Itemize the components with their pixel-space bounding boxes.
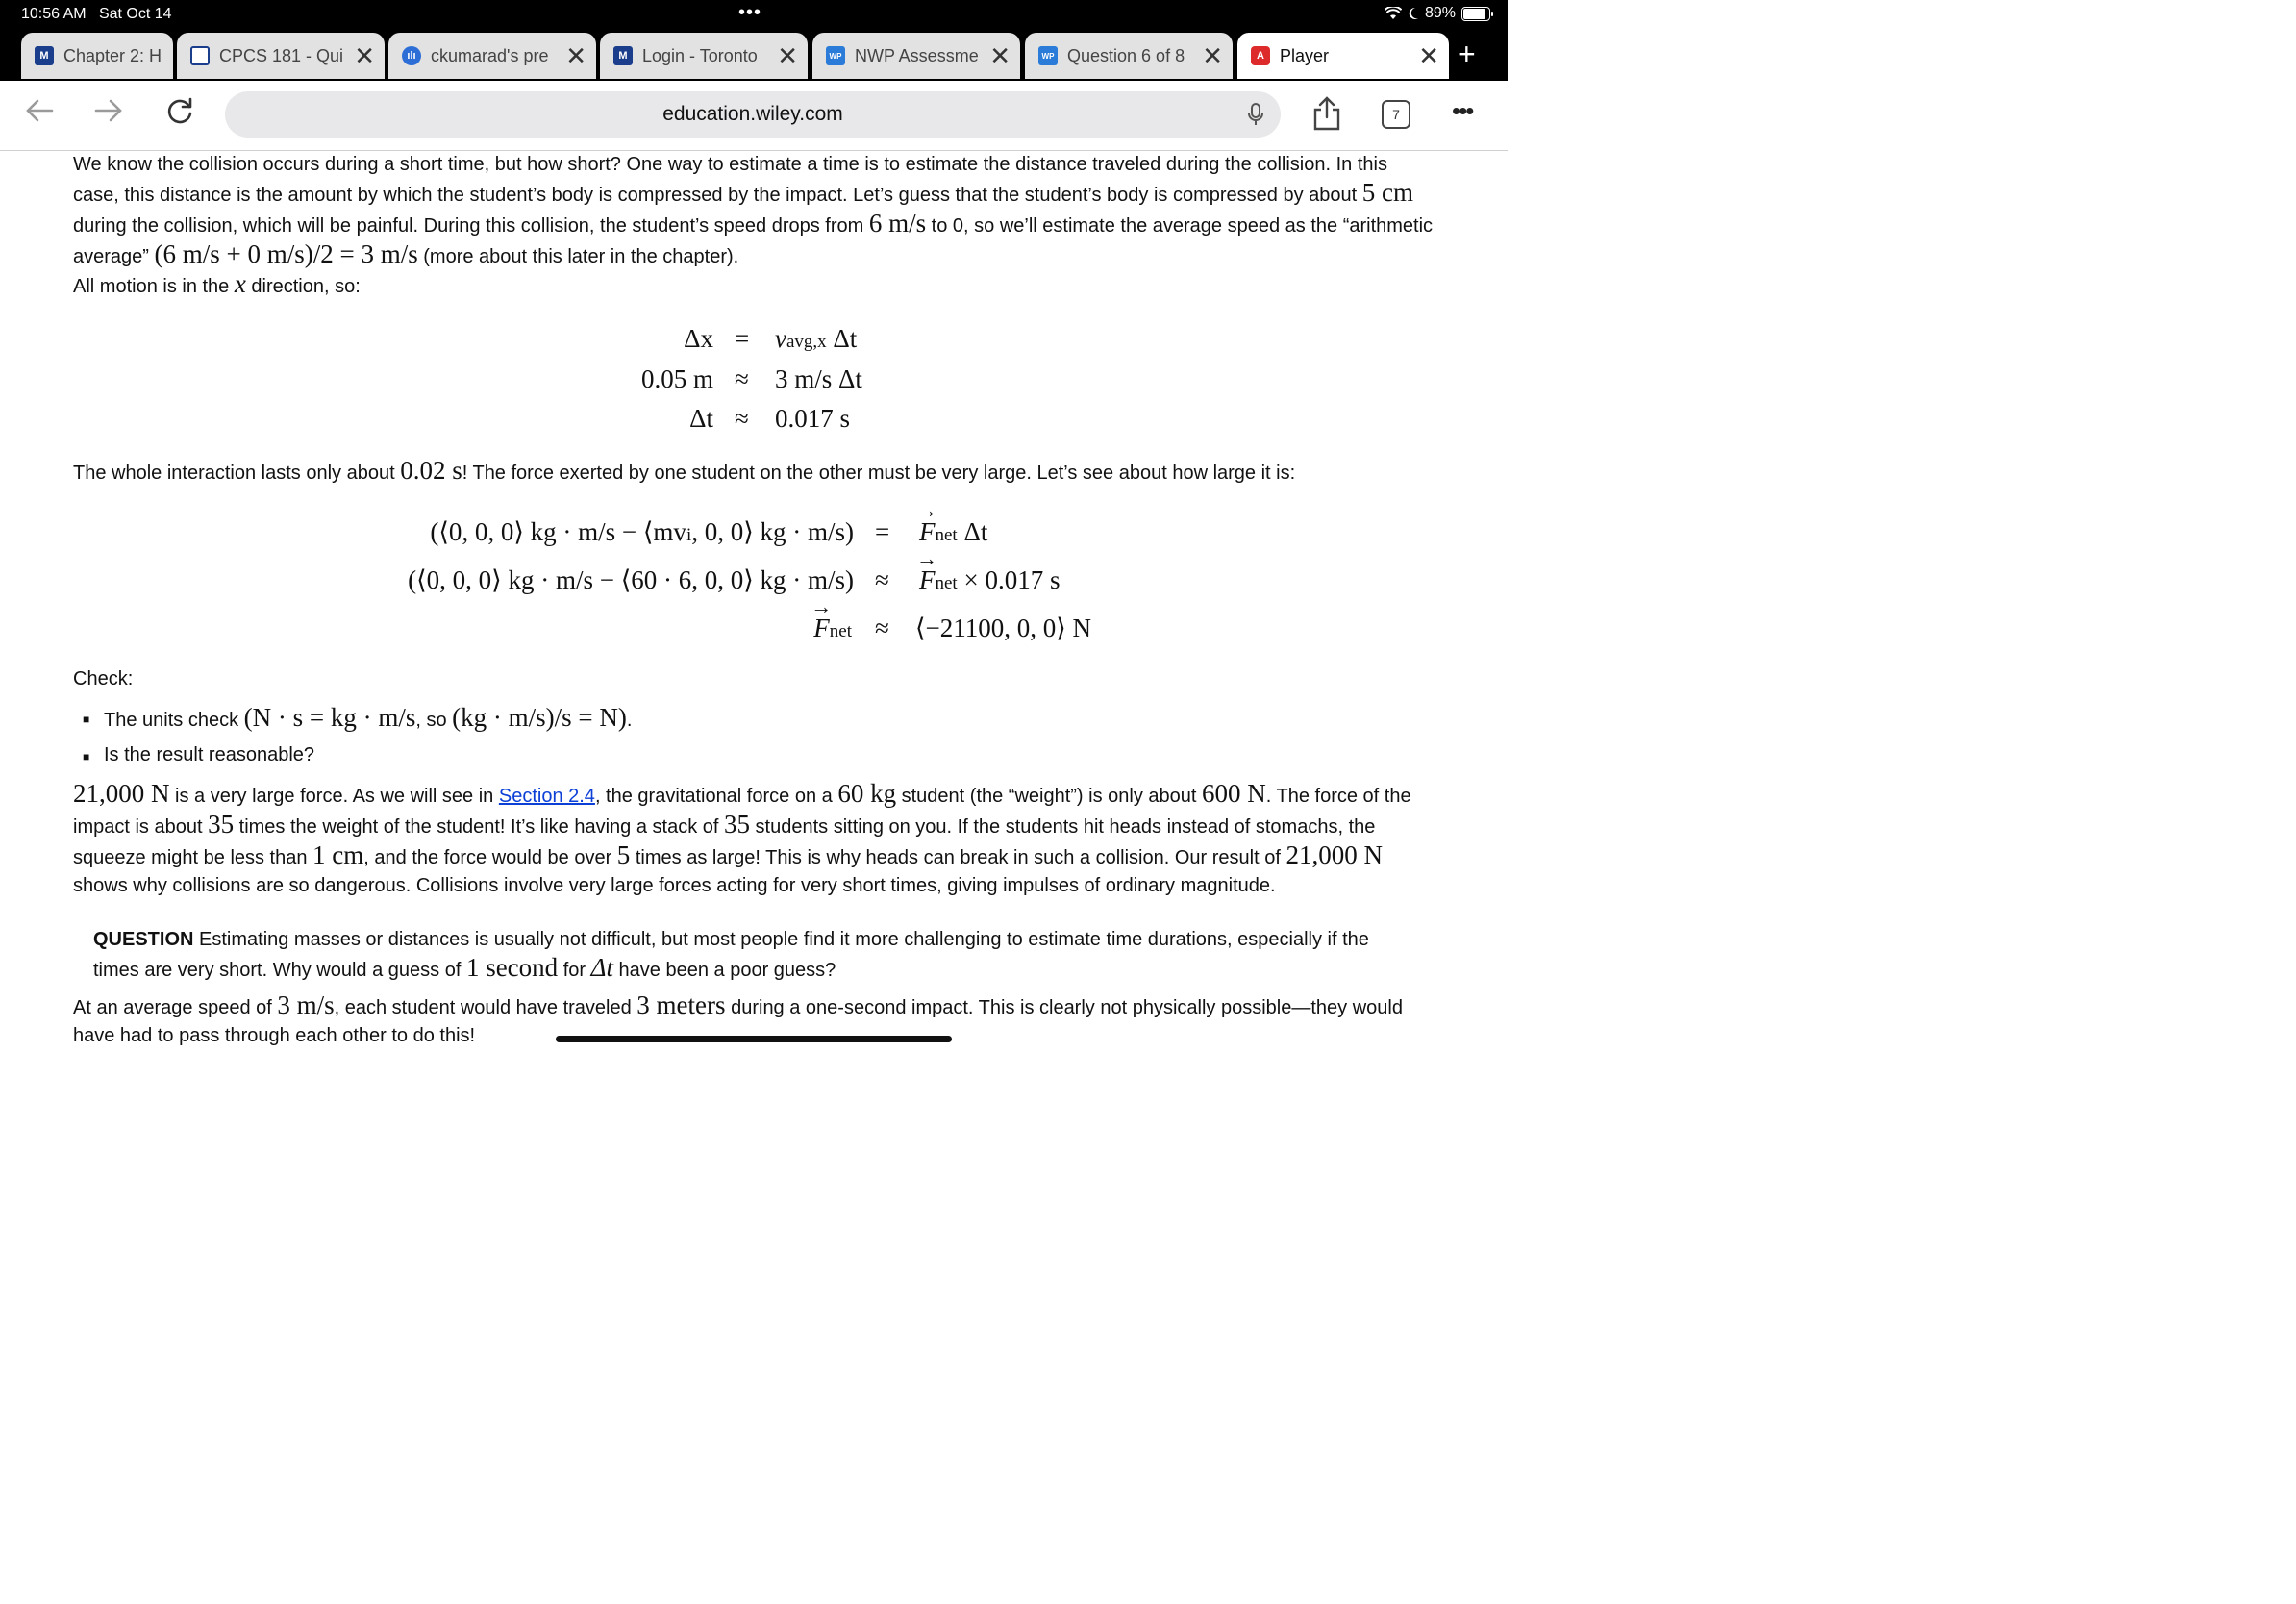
moon-icon bbox=[1408, 7, 1419, 20]
section-2-4-link[interactable]: Section 2.4 bbox=[498, 786, 595, 807]
tab-cpcs-181[interactable] bbox=[177, 33, 385, 79]
tab-title: ckumarad's pre bbox=[431, 45, 549, 65]
eq1-rhs-1: vavg,x Δt bbox=[775, 324, 858, 353]
browser-toolbar bbox=[0, 81, 1508, 151]
eq1-rhs-3: 0.017 s bbox=[775, 404, 851, 433]
tab-chapter-2[interactable] bbox=[21, 33, 173, 79]
share-button[interactable] bbox=[1311, 96, 1342, 136]
favicon-star-icon: ★ bbox=[190, 46, 210, 65]
eq1-rhs-2: 3 m/s Δt bbox=[775, 364, 862, 393]
favicon-wp-icon: WP bbox=[826, 46, 845, 65]
tab-close-icon[interactable]: ✕ bbox=[565, 40, 586, 70]
eq2-rhs-2: → Fnet × 0.017 s bbox=[919, 565, 1060, 595]
tab-ckumarad[interactable] bbox=[388, 33, 596, 79]
paragraph-intro: We know the collision occurs during a short time, but how short? One way to estimate a time is to estimate the distance traveled during the collision. In this case, this distance is the amount by which the student’s body is compressed by the impact. Let’s guess that the student’s body is compressed by about 5 cm during the collision, which will be painful. During this collision, the student’s speed drops from 6 m/s to 0, so we’ll estimate the average speed as the “arithmetic average” (6 m/s + 0 m/s)/2 = 3 m/s (more about this later in the chapter). bbox=[73, 154, 1434, 268]
eq2-rhs-1: → Fnet Δt bbox=[919, 517, 987, 547]
favicon-m-icon: M bbox=[35, 46, 54, 65]
eq2-rel-1: = bbox=[875, 517, 890, 546]
eq2-rel-2: ≈ bbox=[875, 565, 889, 594]
eq1-lhs-3: Δt bbox=[689, 404, 713, 433]
more-options-icon[interactable]: ••• bbox=[1452, 96, 1473, 125]
tab-close-icon[interactable]: ✕ bbox=[1202, 40, 1223, 70]
eq2-lhs-2: (⟨0, 0, 0⟩ kg · m/s − ⟨60 · 6, 0, 0⟩ kg · m/s) bbox=[408, 565, 854, 594]
tab-strip bbox=[0, 31, 1508, 81]
page-content bbox=[0, 151, 1508, 1053]
tab-close-icon[interactable]: ✕ bbox=[1418, 40, 1439, 70]
forward-button[interactable] bbox=[92, 94, 125, 135]
eq1-rel-3: ≈ bbox=[735, 404, 749, 433]
question-block: QUESTION Estimating masses or distances is usually not difficult, but most people find it more challenging to estimate time durations, especially if the times are very short. Why would a guess of 1 second for Δt have been a poor guess? bbox=[93, 929, 1369, 982]
paragraph-motion: All motion is in the x direction, so: bbox=[73, 269, 361, 298]
bullet-reasonable: Is the result reasonable? bbox=[104, 744, 315, 765]
new-tab-button[interactable]: + bbox=[1458, 37, 1476, 71]
tab-close-icon[interactable]: ✕ bbox=[989, 40, 1011, 70]
tab-title: Player bbox=[1280, 45, 1330, 65]
tab-title: Question 6 of 8 bbox=[1067, 45, 1185, 65]
back-button[interactable] bbox=[23, 94, 56, 135]
tab-nwp-assessment[interactable] bbox=[812, 33, 1020, 79]
reload-button[interactable] bbox=[163, 94, 196, 135]
tab-player[interactable] bbox=[1237, 33, 1449, 79]
bullet-marker: ■ bbox=[83, 750, 90, 764]
status-time: 10:56 AM Sat Oct 14 bbox=[21, 6, 172, 22]
status-right bbox=[1385, 5, 1490, 22]
arrow-left-icon bbox=[23, 94, 56, 127]
eq1-lhs-1: Δx bbox=[684, 324, 713, 353]
tab-count-button[interactable]: 7 bbox=[1382, 100, 1410, 129]
tab-title: Chapter 2: H bbox=[63, 45, 162, 65]
eq2-rel-3: ≈ bbox=[875, 614, 889, 642]
eq2-lhs-3: → Fnet bbox=[813, 614, 852, 643]
eq1-lhs-2: 0.05 m bbox=[640, 364, 713, 393]
tab-close-icon[interactable]: ✕ bbox=[354, 40, 375, 70]
tab-title: CPCS 181 - Qui bbox=[219, 45, 344, 65]
favicon-chart-icon: ılı bbox=[402, 46, 421, 65]
favicon-m-icon: M bbox=[613, 46, 633, 65]
url-text: education.wiley.com bbox=[662, 103, 843, 125]
eq1-rel-1: = bbox=[735, 324, 750, 353]
tab-question-6[interactable] bbox=[1025, 33, 1233, 79]
paragraph-answer: At an average speed of 3 m/s, each student would have traveled 3 meters during a one-second impact. This is clearly not physically possible—they would have had to pass through each other to do this! bbox=[73, 990, 1403, 1046]
check-label: Check: bbox=[73, 668, 134, 689]
eq2-lhs-1: (⟨0, 0, 0⟩ kg · m/s − ⟨mvi, 0, 0⟩ kg · m/s) bbox=[430, 517, 854, 546]
wifi-icon bbox=[1385, 7, 1402, 20]
paragraph-interaction: The whole interaction lasts only about 0.02 s! The force exerted by one student on the other must be very large. Let’s see about how large it is: bbox=[73, 456, 1296, 485]
tab-close-icon[interactable]: ✕ bbox=[777, 40, 798, 70]
multitasking-dots-icon[interactable]: ••• bbox=[738, 2, 762, 23]
bullet-marker: ■ bbox=[83, 713, 90, 726]
tab-title: Login - Toronto bbox=[642, 45, 758, 65]
home-indicator[interactable] bbox=[556, 1036, 952, 1042]
battery-percent: 89% bbox=[1424, 5, 1456, 21]
battery-icon bbox=[1461, 7, 1490, 21]
tab-title: NWP Assessme bbox=[855, 45, 979, 65]
tab-login-toronto[interactable] bbox=[600, 33, 808, 79]
eq2-rhs-3: ⟨−21100, 0, 0⟩ N bbox=[915, 614, 1092, 642]
share-icon bbox=[1311, 96, 1342, 131]
question-label: QUESTION bbox=[93, 929, 194, 950]
favicon-wp-icon: WP bbox=[1038, 46, 1058, 65]
paragraph-conclusion: 21,000 N is a very large force. As we will see in Section 2.4, the gravitational force on a 60 kg student (the “weight”) is only about 600 N. The force of the impact is about 35 times the weight of the student! It’s like having a stack of 35 students sitting on you. If the students hit heads instead of stomachs, the squeeze might be less than 1 cm, and the force would be over 5 times as large! This is why heads can break in such a collision. Our result of 21,000 N shows why collisions are so dangerous. Collisions involve very large forces acting for very short times, giving impulses of ordinary magnitude. bbox=[73, 779, 1411, 896]
microphone-icon[interactable] bbox=[1246, 102, 1265, 127]
bullet-units-check: The units check (N · s = kg · m/s, so (kg · m/s)/s = N). bbox=[104, 703, 633, 732]
favicon-angular-icon: A bbox=[1251, 46, 1270, 65]
arrow-right-icon bbox=[92, 94, 125, 127]
reload-icon bbox=[163, 94, 196, 127]
status-bar bbox=[0, 0, 1508, 31]
eq1-rel-2: ≈ bbox=[735, 364, 749, 393]
address-bar[interactable] bbox=[225, 91, 1281, 138]
